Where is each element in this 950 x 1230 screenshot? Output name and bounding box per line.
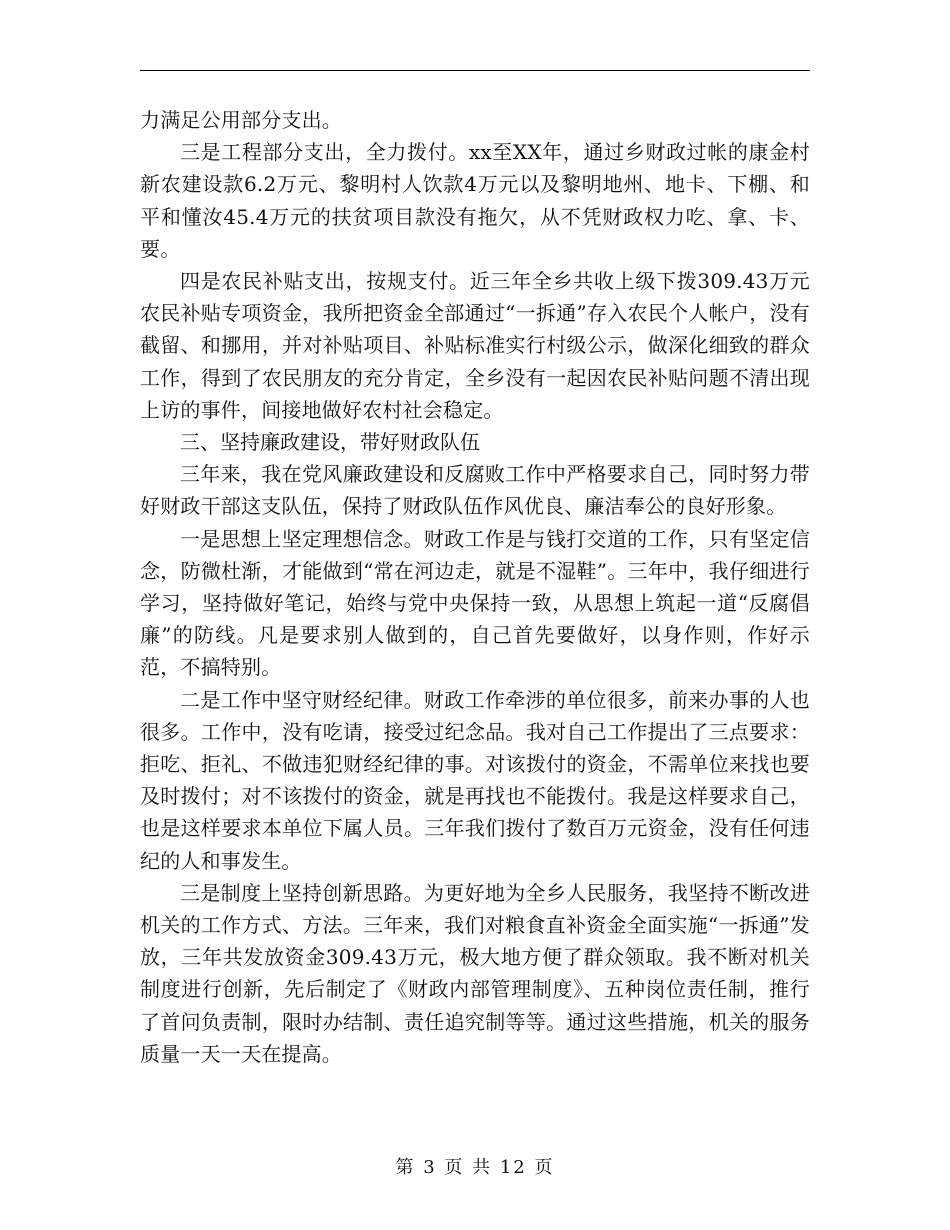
paragraph-5: 一是思想上坚定理想信念。财政工作是与钱打交道的工作，只有坚定信念，防微杜渐，才能做到“常在河边走，就是不湿鞋”。三年中，我仔细进行学习，坚持做好笔记，始终与党中央保持一致，从思想上筑起一道“反腐倡廉”的防线。凡是要求别人做到的，自己首先要做好，以身作则，作好示范，不搞特别。 (140, 526, 810, 680)
paragraph-7: 三是制度上坚持创新思路。为更好地为全乡人民服务，我坚持不断改进机关的工作方式、方法。三年来，我们对粮食直补资金全面实施“一拆通”发放，三年共发放资金309.43万元，极大地方便了群众领取。我不断对机关制度进行创新，先后制定了《财政内部管理制度》、五种岗位责任制，推行了首问负责制，限时办结制、责任追究制等等。通过这些措施，机关的服务质量一天一天在提高。 (140, 880, 810, 1066)
page-number: 第 3 页 共 12 页 (395, 1157, 555, 1178)
paragraph-1: 力满足公用部分支出。 (140, 108, 342, 132)
paragraph-2: 三是工程部分支出，全力拨付。xx至XX年，通过乡财政过帐的康金村新农建设款6.2万元、黎明村人饮款4万元以及黎明地州、地卡、下棚、和平和懂汝45.4万元的扶贫项目款没有拖欠，从不凭财政权力吃、拿、卡、要。 (140, 140, 810, 261)
paragraph-6: 二是工作中坚守财经纪律。财政工作牵涉的单位很多，前来办事的人也很多。工作中，没有吃请，接受过纪念品。我对自己工作提出了三点要求：拒吃、拒礼、不做违犯财经纪律的事。对该拨付的资金，不需单位来找也要及时拨付；对不该拨付的资金，就是再找也不能拨付。我是这样要求自己，也是这样要求本单位下属人员。三年我们拨付了数百万元资金，没有任何违纪的人和事发生。 (140, 687, 810, 873)
paragraph-3: 四是农民补贴支出，按规支付。近三年全乡共收上级下拨309.43万元农民补贴专项资金，我所把资金全部通过“一拆通”存入农民个人帐户，没有截留、和挪用，并对补贴项目、补贴标准实行村级公示，做深化细致的群众工作，得到了农民朋友的充分肯定，全乡没有一起因农民补贴问题不清出现上访的事件，间接地做好农村社会稳定。 (140, 269, 810, 422)
header-rule (140, 70, 810, 71)
section-heading: 三、坚持廉政建设，带好财政队伍 (180, 430, 480, 455)
paragraph-4: 三年来，我在党风廉政建设和反腐败工作中严格要求自己，同时努力带好财政干部这支队伍，保持了财政队伍作风优良、廉洁奉公的良好形象。 (140, 462, 810, 519)
document-body (140, 104, 810, 1070)
